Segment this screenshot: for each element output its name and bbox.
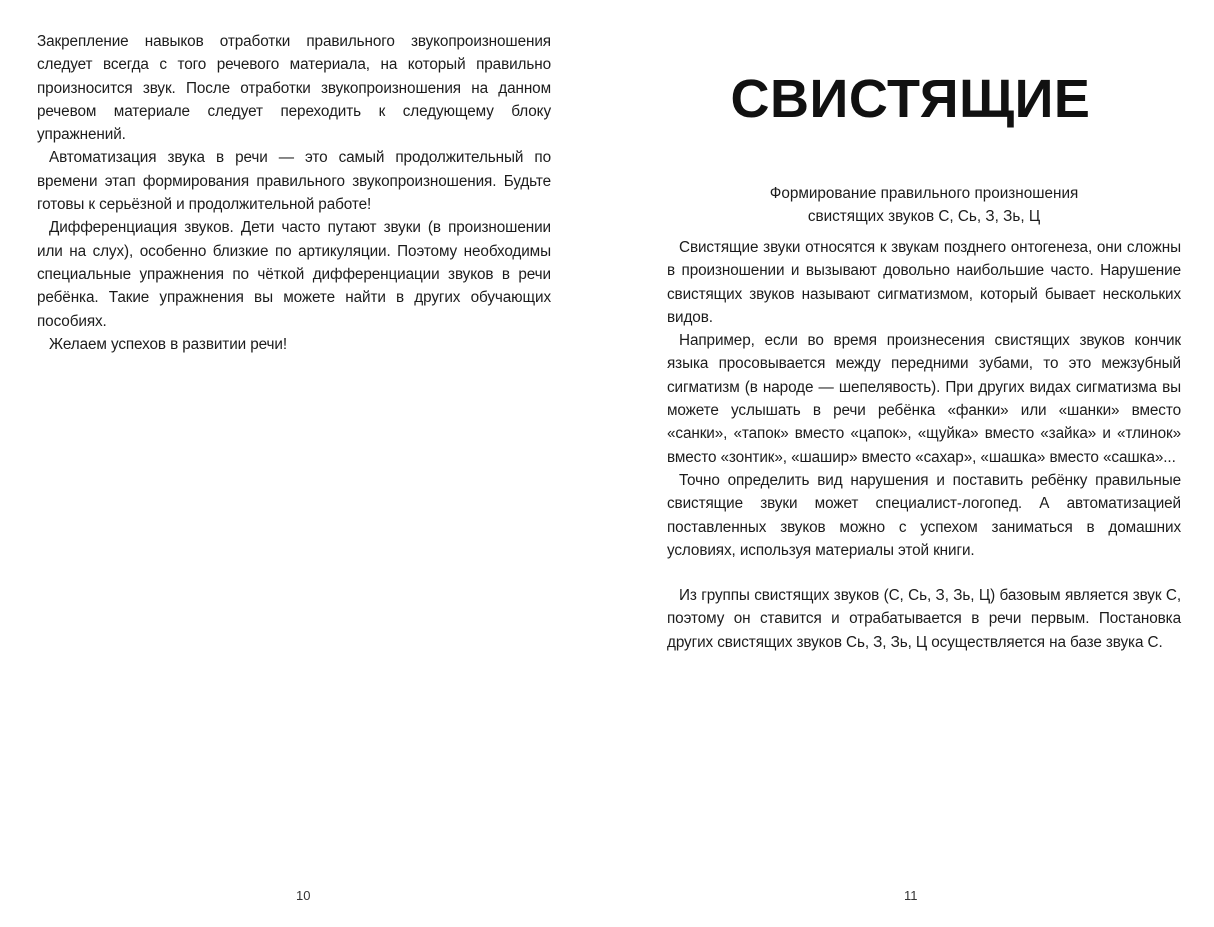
right-page-text: [667, 236, 1181, 654]
subtitle-line-1: Формирование правильного произношения: [769, 185, 1079, 202]
paragraph-1: Свистящие звуки относятся к звукам позднего онтогенеза, они сложны в произношении и вызывают довольно наибольшие часто. Нарушение свистящих звуков называют сигматизмом, который бывает нескольких видов.: [667, 239, 1181, 326]
right-page: [607, 0, 1214, 927]
subtitle-line-2: свистящих звуков С, Сь, З, Зь, Ц: [807, 208, 1041, 225]
paragraph-2: Автоматизация звука в речи — это самый продолжительный по времени этап формирования правильного звукопроизношения. Будьте готовы к серьёзной и продолжительной работе!: [37, 149, 551, 214]
page-number-left: 10: [296, 888, 311, 903]
left-page-text: [37, 30, 551, 356]
section-subtitle: [667, 182, 1181, 228]
paragraph-1: Закрепление навыков отработки правильного звукопроизношения следует всегда с того речевого материала, на который правильно произносится звук. После отработки звукопроизношения на данном речевом материале следует переходить к следующему блоку упражнений.: [37, 33, 551, 144]
paragraph-4: Из группы свистящих звуков (С, Сь, З, Зь, Ц) базовым является звук С, поэтому он ставится и отрабатывается в речи первым. Постановка других свистящих звуков Сь, З, Зь, Ц осуществляется на базе звука С.: [667, 587, 1181, 651]
paragraph-4: Желаем успехов в развитии речи!: [49, 335, 288, 353]
page-number-right: 11: [904, 888, 918, 903]
chapter-title: СВИСТЯЩИЕ: [730, 69, 1091, 129]
paragraph-2: Например, если во время произнесения свистящих звуков кончик языка просовывается между передними зубами, то это межзубный сигматизм (в народе — шепелявость). При других видах сигматизма вы можете услышать в речи ребёнка «фанки» или «шанки» вместо «санки», «тапок» вместо «цапок», «щуйка» вместо «зайка» и «тлинок» вместо «зонтик», «шашир» вместо «сахар», «шашка» вместо «сашка»...: [667, 332, 1181, 466]
paragraph-3: Точно определить вид нарушения и поставить ребёнку правильные свистящие звуки может специалист-логопед. А автоматизацией поставленных звуков можно с успехом заниматься в домашних условиях, используя материалы этой книги.: [667, 471, 1181, 559]
paragraph-3: Дифференциация звуков. Дети часто путают звуки (в произношении или на слух), особенно близкие по артикуляции. Поэтому необходимы специальные упражнения по чёткой дифференциации звуков в речи ребёнка. Такие упражнения вы можете найти в других обучающих пособиях.: [37, 219, 551, 330]
